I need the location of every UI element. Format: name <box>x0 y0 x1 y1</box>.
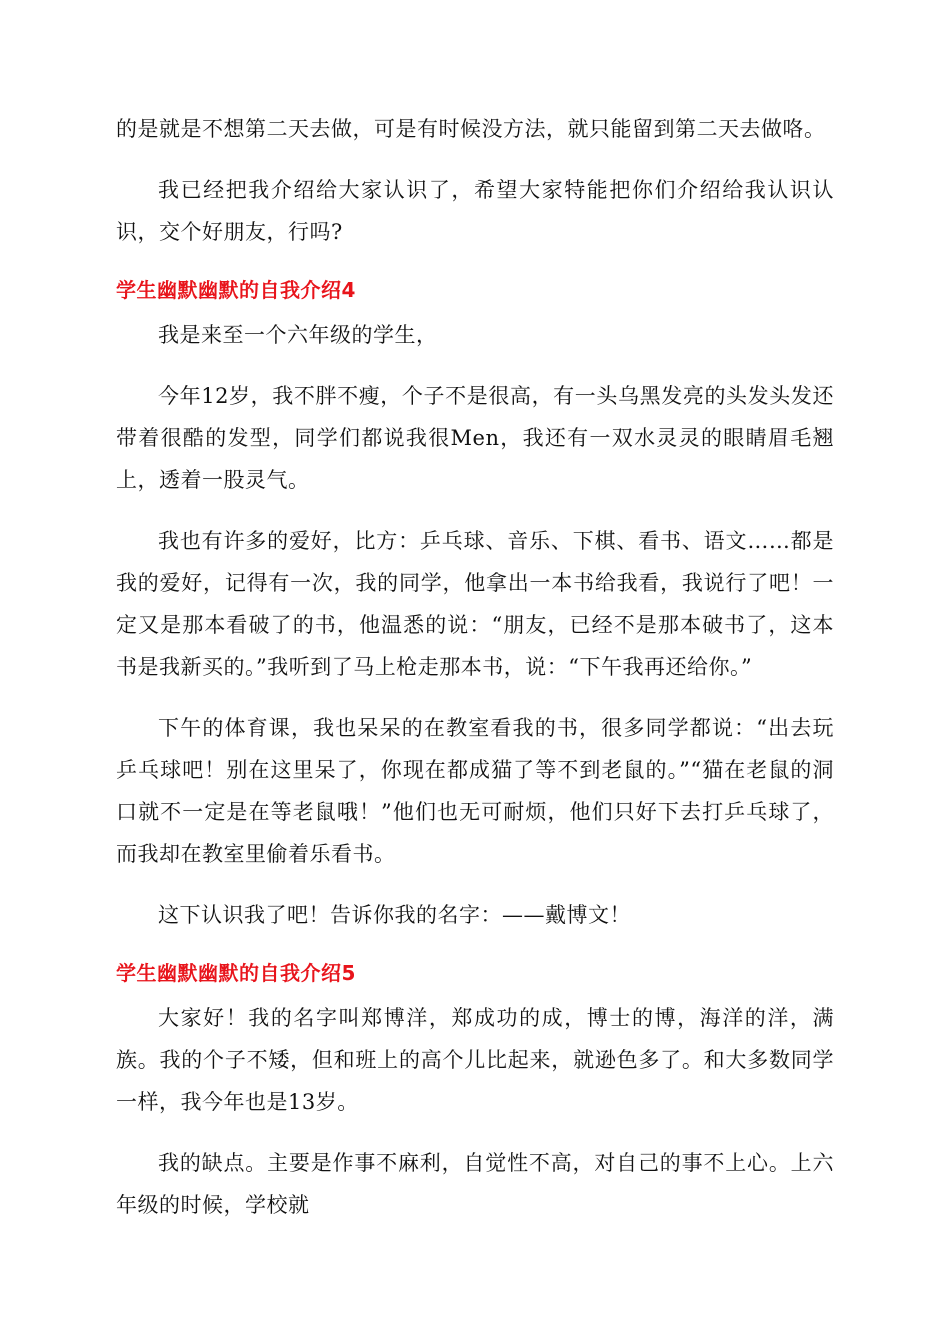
section-heading: 学生幽默幽默的自我介绍4 <box>116 278 356 302</box>
document-body <box>116 108 834 1245</box>
paragraph: 下午的体育课，我也呆呆的在教室看我的书，很多同学都说：“出去玩乒乓球吧！别在这里呆了，你现在都成猫了等不到老鼠的。”“猫在老鼠的洞口就不一定是在等老鼠哦！”他们也无可耐烦，他们只好下去打乒乓球了，而我却在教室里偷着乐看书。 <box>116 716 834 866</box>
paragraph: 今年12岁，我不胖不瘦，个子不是很高，有一头乌黑发亮的头发头发还带着很酷的发型，同学们都说我很Men，我还有一双水灵灵的眼睛眉毛翘上，透着一股灵气。 <box>116 384 834 492</box>
paragraph: 的是就是不想第二天去做，可是有时候没方法，就只能留到第二天去做咯。 <box>116 117 826 141</box>
paragraph: 大家好！我的名字叫郑博洋，郑成功的成，博士的博，海洋的洋，满族。我的个子不矮，但和班上的高个儿比起来，就逊色多了。和大多数同学一样，我今年也是13岁。 <box>116 1006 834 1114</box>
section-heading: 学生幽默幽默的自我介绍5 <box>116 961 356 985</box>
paragraph: 我已经把我介绍给大家认识了，希望大家特能把你们介绍给我认识认识，交个好朋友，行吗? <box>116 178 834 244</box>
paragraph: 我也有许多的爱好，比方：乒乓球、音乐、下棋、看书、语文……都是我的爱好，记得有一次，我的同学，他拿出一本书给我看，我说行了吧！一定又是那本看破了的书，他温悉的说：“朋友，已经不是那本破书了，这本书是我新买的。”我听到了马上枪走那本书，说：“下午我再还给你。” <box>116 529 834 679</box>
paragraph: 我是来至一个六年级的学生， <box>158 323 438 347</box>
paragraph: 这下认识我了吧！告诉你我的名字：——戴博文！ <box>158 903 631 927</box>
paragraph: 我的缺点。主要是作事不麻利，自觉性不高，对自己的事不上心。上六年级的时候，学校就 <box>116 1151 834 1217</box>
